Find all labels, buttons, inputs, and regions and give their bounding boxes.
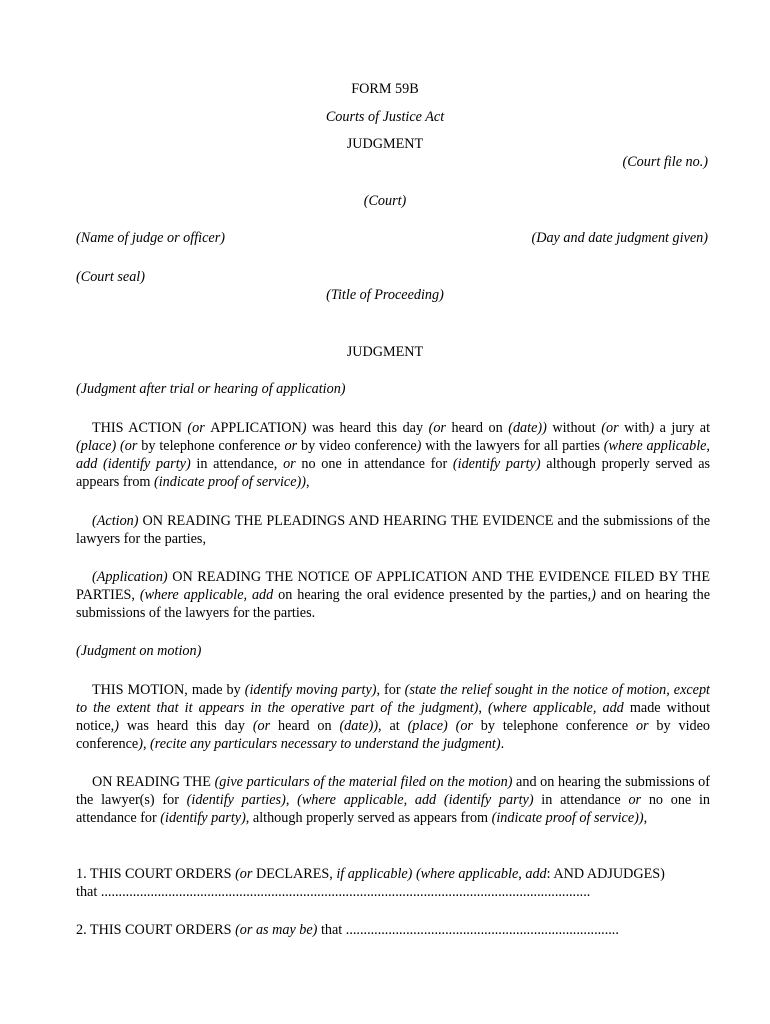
- text-run: (identify party): [160, 810, 246, 826]
- text-run: although properly served as appears from: [76, 456, 711, 490]
- text-run: (Application): [92, 569, 168, 585]
- text-run: ON READING THE PLEADINGS AND HEARING THE EVIDENCE and the submissions of the lawyers for the parties,: [76, 513, 710, 547]
- text-run: ): [301, 420, 307, 436]
- text-run: DECLARES,: [255, 866, 337, 882]
- act-name: [0, 108, 770, 126]
- paragraph-motion: [76, 681, 710, 753]
- form-number: FORM 59B: [351, 81, 419, 97]
- court-seal: [76, 268, 145, 286]
- text-run: (or: [601, 420, 625, 436]
- text-run: (place) (or: [76, 438, 142, 454]
- text-run: was heard this day: [118, 718, 253, 734]
- text-run: for: [380, 682, 405, 698]
- text-run: in attendance,: [190, 456, 284, 472]
- section-motion-heading: [76, 642, 201, 660]
- paragraph-action: [76, 512, 710, 548]
- text-run: , at: [378, 718, 408, 734]
- text-run: : AND ADJUDGES): [546, 866, 665, 882]
- court-seal-text: (Court seal): [76, 269, 145, 285]
- text-run: ON READING THE: [92, 774, 215, 790]
- text-run: no one in attendance for: [301, 456, 453, 472]
- court-file-number-text: (Court file no.): [622, 154, 708, 170]
- text-run: (state the relief sought in the notice of motion, except to the extent that it appears in the operative part of the judgment): [76, 682, 710, 716]
- text-run: APPLICATION: [210, 420, 302, 436]
- section-motion-text: (Judgment on motion): [76, 643, 202, 659]
- order-two: [76, 921, 619, 939]
- text-run: or: [283, 456, 302, 472]
- order-one-line-2: that ..........................................................................................................................................: [76, 884, 591, 900]
- court-file-number: [622, 153, 708, 171]
- proceeding-title-text: (Title of Proceeding): [326, 287, 444, 303]
- text-run: ): [416, 438, 422, 454]
- text-run: (identify parties): [186, 792, 286, 808]
- text-run: (date)): [339, 718, 379, 734]
- text-run: 1. THIS COURT ORDERS: [76, 866, 236, 882]
- text-run: a jury at: [654, 420, 711, 436]
- text-run: if applicable) (where applicable, add: [336, 866, 547, 882]
- text-run: ,: [142, 736, 151, 752]
- text-run: (where applicable, add: [139, 587, 279, 603]
- text-run: (or: [187, 420, 211, 436]
- text-run: by telephone conference: [141, 438, 285, 454]
- section-trial-text: (Judgment after trial or hearing of application): [76, 381, 346, 397]
- text-run: .: [500, 736, 505, 752]
- text-run: by video conference: [300, 438, 417, 454]
- text-run: heard on: [451, 420, 509, 436]
- text-run: ,: [643, 810, 648, 826]
- judge-name-text: (Name of judge or officer): [76, 230, 225, 246]
- judgment-date: [531, 229, 708, 247]
- text-run: THIS ACTION: [92, 420, 188, 436]
- text-run: ON READING THE NOTICE OF APPLICATION AND THE EVIDENCE FILED BY THE PARTIES,: [76, 569, 710, 603]
- court-name: [0, 192, 770, 210]
- text-run: made without notice,: [76, 700, 711, 734]
- text-run: by telephone conference: [480, 718, 636, 734]
- text-run: (identify moving party),: [244, 682, 381, 698]
- court-name-text: (Court): [363, 193, 407, 209]
- text-run: that .............................................................................: [317, 922, 619, 938]
- text-run: (give particulars of the material filed on the motion): [214, 774, 513, 790]
- text-run: (or: [235, 866, 256, 882]
- text-run: (or as may be): [235, 922, 318, 938]
- proceeding-title: [0, 286, 770, 304]
- section-trial-heading: [76, 380, 346, 398]
- text-run: ,: [478, 700, 489, 716]
- text-run: (indicate proof of service)): [491, 810, 644, 826]
- text-run: THIS MOTION, made by: [92, 682, 245, 698]
- text-run: (where applicable, add (identify party): [297, 792, 534, 808]
- act-name-text: Courts of Justice Act: [325, 109, 445, 125]
- text-run: ): [591, 587, 596, 603]
- page-title: JUDGMENT: [346, 136, 424, 152]
- text-run: or: [284, 438, 301, 454]
- text-run: on hearing the oral evidence presented by the parties,: [278, 587, 592, 603]
- text-run: , although properly served as appears from: [245, 810, 492, 826]
- text-run: (Action): [92, 513, 139, 529]
- text-run: (indicate proof of service)): [154, 474, 306, 490]
- text-run: ,: [305, 474, 310, 490]
- text-run: and on hearing the submissions of the lawyer(s) for: [76, 774, 710, 808]
- text-run: ): [138, 736, 143, 752]
- order-one: [76, 865, 710, 901]
- order-one-line-1: [76, 865, 710, 883]
- text-run: without: [546, 420, 602, 436]
- text-run: (or: [252, 718, 279, 734]
- text-run: with: [624, 420, 650, 436]
- text-run: heard on: [278, 718, 340, 734]
- paragraph-on-reading: [76, 773, 710, 827]
- text-run: by video conference: [76, 718, 710, 752]
- paragraph-action-application: [76, 419, 710, 491]
- text-run: (date)): [508, 420, 547, 436]
- text-run: or: [628, 792, 649, 808]
- text-run: (place) (or: [407, 718, 481, 734]
- paragraph-application: [76, 568, 710, 622]
- text-run: (where applicable, add (identify party): [76, 438, 710, 472]
- judgment-date-text: (Day and date judgment given): [531, 230, 708, 246]
- text-run: in attendance: [533, 792, 629, 808]
- text-run: with the lawyers for all parties: [421, 438, 604, 454]
- text-run: (identify party): [452, 456, 541, 472]
- text-run: 2. THIS COURT ORDERS: [76, 922, 236, 938]
- text-run: (where applicable, add: [488, 700, 630, 716]
- judge-name: [76, 229, 225, 247]
- text-run: no one in attendance for: [76, 792, 710, 826]
- text-run: was heard this day: [306, 420, 429, 436]
- text-run: (recite any particulars necessary to understand the judgment): [150, 736, 501, 752]
- judgment-heading: JUDGMENT: [346, 344, 424, 360]
- text-run: or: [635, 718, 657, 734]
- text-run: ): [649, 420, 655, 436]
- text-run: ): [114, 718, 119, 734]
- text-run: and on hearing the submissions of the lawyers for the parties.: [76, 587, 711, 621]
- text-run: ,: [285, 792, 298, 808]
- text-run: (or: [428, 420, 452, 436]
